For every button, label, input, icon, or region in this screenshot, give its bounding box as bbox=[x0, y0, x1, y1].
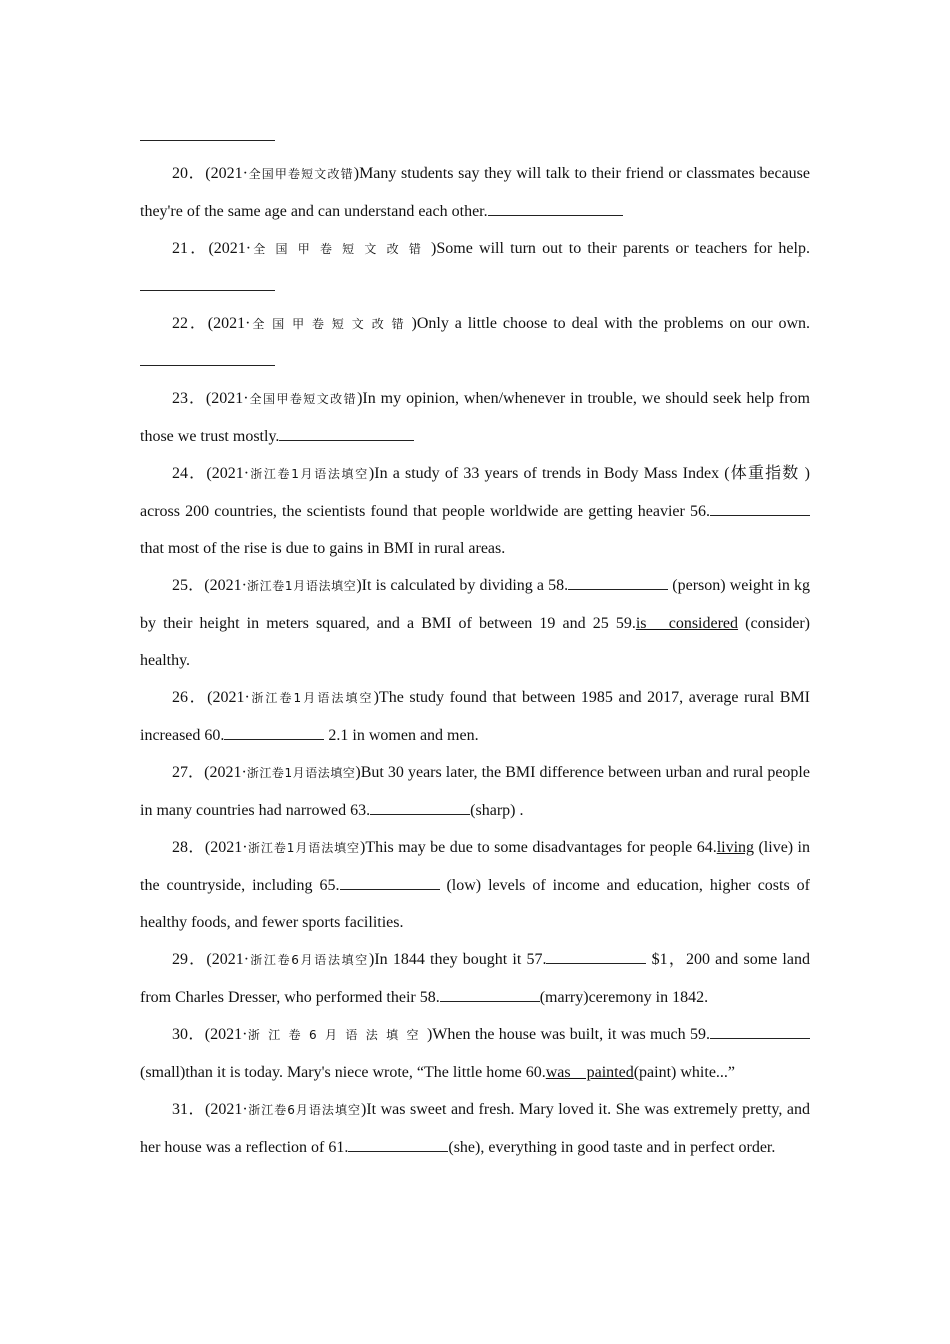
question-text: 27． bbox=[172, 764, 205, 781]
question-text: It was sweet and fresh. Mary loved it. She was extremely pretty, and her house was a reflection of 61. bbox=[140, 1101, 810, 1156]
answer-blank bbox=[710, 1022, 810, 1039]
question-text: The study found that between 1985 and 2017, average rural BMI increased 60. bbox=[140, 689, 811, 744]
question-text: (marry)ceremony in 1842. bbox=[539, 989, 709, 1006]
question-23 bbox=[140, 380, 810, 455]
question-text: (2021· bbox=[205, 165, 248, 182]
question-25 bbox=[140, 567, 810, 679]
question-text: (2021· bbox=[205, 390, 249, 407]
question-text: (consider) healthy. bbox=[140, 615, 811, 669]
question-text: (2021· bbox=[204, 577, 247, 594]
question-21 bbox=[140, 230, 810, 305]
question-text: 23． bbox=[172, 390, 206, 407]
question-31 bbox=[140, 1091, 810, 1166]
question-text: 30． bbox=[172, 1026, 205, 1043]
question-text: 浙江卷6月语法填空 bbox=[247, 1103, 361, 1117]
question-text: (2021· bbox=[206, 465, 250, 482]
question-text: (paint) white...” bbox=[633, 1064, 736, 1081]
question-text: (2021· bbox=[207, 315, 251, 332]
question-22 bbox=[140, 305, 810, 380]
question-text: 浙江卷6月语法填空 bbox=[247, 1028, 427, 1042]
question-text: ) bbox=[360, 839, 366, 856]
question-text: ) bbox=[411, 315, 417, 332]
filled-answer: was painted bbox=[545, 1064, 634, 1081]
question-text: 浙江卷6月语法填空 bbox=[249, 953, 369, 967]
question-text: ) bbox=[356, 577, 362, 594]
question-text: 25． bbox=[172, 577, 205, 594]
question-text: ) bbox=[426, 1026, 433, 1043]
question-text: (low) levels of income and education, higher costs of healthy foods, and fewer sports facilities. bbox=[140, 877, 810, 931]
question-text: ) bbox=[369, 951, 375, 968]
question-text: (2021· bbox=[204, 839, 248, 856]
question-text: 全国甲卷短文改错 bbox=[251, 242, 432, 256]
answer-blank bbox=[140, 274, 275, 291]
question-text: (live) in the countryside, including 65. bbox=[140, 839, 811, 894]
question-text: But 30 years later, the BMI difference between urban and rural people in many countries had narrowed 63. bbox=[140, 764, 810, 819]
answer-line bbox=[140, 118, 810, 155]
answer-blank bbox=[488, 199, 623, 216]
question-text: (2021· bbox=[204, 764, 247, 781]
question-text: ) bbox=[353, 165, 360, 182]
question-text: ) bbox=[431, 240, 437, 257]
question-24 bbox=[140, 455, 810, 567]
question-text: In my opinion, when/whenever in trouble, we should seek help from those we trust mostly. bbox=[140, 390, 810, 445]
question-text: 29． bbox=[172, 951, 207, 968]
question-text: (small)than it is today. Mary's niece wrote, “The little home 60. bbox=[140, 1064, 546, 1081]
question-text: (sharp) . bbox=[470, 802, 524, 819]
question-list bbox=[140, 118, 810, 1166]
question-text: 浙江卷1月语法填空 bbox=[246, 579, 357, 593]
question-text: In a study of 33 years of trends in Body Mass Index (体重指数 ) across 200 countries, the scientists found that people worldwide are getting heavier 56. bbox=[140, 465, 810, 520]
question-text: (2021· bbox=[204, 1026, 248, 1043]
question-text: Only a little choose to deal with the problems on our own. bbox=[416, 315, 810, 332]
question-text: It is calculated by dividing a 58. bbox=[361, 577, 569, 594]
question-text: 20． bbox=[172, 165, 206, 182]
answer-blank bbox=[224, 723, 324, 740]
question-text: 浙江卷1月语法填空 bbox=[247, 841, 360, 855]
filled-answer: living bbox=[716, 839, 755, 856]
question-text: This may be due to some disadvantages for people 64. bbox=[365, 839, 717, 856]
question-text: Many students say they will talk to their friend or classmates because they're of the same age and can understand each other. bbox=[140, 165, 810, 220]
answer-blank bbox=[140, 120, 275, 141]
question-text: ) bbox=[360, 1101, 367, 1118]
question-text: 浙江卷1月语法填空 bbox=[249, 467, 369, 481]
question-text: 21． bbox=[172, 240, 209, 257]
question-text: 2.1 in women and men. bbox=[324, 727, 479, 744]
question-30 bbox=[140, 1016, 810, 1091]
question-28 bbox=[140, 829, 810, 941]
question-text: (2021· bbox=[207, 689, 250, 706]
question-20 bbox=[140, 155, 810, 230]
question-text: (2021· bbox=[208, 240, 252, 257]
answer-blank bbox=[348, 1135, 448, 1152]
answer-blank bbox=[440, 985, 540, 1002]
question-text: 全国甲卷短文改错 bbox=[250, 317, 412, 331]
answer-blank bbox=[370, 798, 470, 815]
question-text: Some will turn out to their parents or teachers for help. bbox=[436, 240, 810, 257]
answer-blank bbox=[279, 424, 414, 441]
question-text: (person) weight in kg by their height in meters squared, and a BMI of between 19 and 25 59. bbox=[140, 577, 810, 632]
question-text: 24． bbox=[172, 465, 207, 482]
answer-blank bbox=[568, 573, 668, 590]
question-text: (2021· bbox=[205, 1101, 248, 1118]
question-text: (she), everything in good taste and in perfect order. bbox=[448, 1139, 776, 1156]
answer-blank bbox=[710, 499, 810, 516]
question-26 bbox=[140, 679, 810, 754]
question-29 bbox=[140, 941, 810, 1016]
question-text: (2021· bbox=[206, 951, 250, 968]
question-text: $1，200 and some land from Charles Dresser, who performed their 58. bbox=[140, 951, 810, 1006]
question-text: When the house was built, it was much 59. bbox=[432, 1026, 710, 1043]
question-text: 浙江卷1月语法填空 bbox=[246, 766, 356, 780]
question-text: that most of the rise is due to gains in BMI in rural areas. bbox=[140, 540, 506, 557]
question-text: 28． bbox=[172, 839, 205, 856]
question-text: 浙江卷1月语法填空 bbox=[249, 691, 374, 705]
question-text: 26． bbox=[172, 689, 208, 706]
answer-blank bbox=[340, 873, 440, 890]
question-text: ) bbox=[355, 764, 361, 781]
question-text: 31． bbox=[172, 1101, 206, 1118]
question-text: 全国甲卷短文改错 bbox=[247, 167, 354, 181]
question-text: ) bbox=[357, 390, 363, 407]
answer-blank bbox=[140, 349, 275, 366]
question-text: 22． bbox=[172, 315, 208, 332]
question-27 bbox=[140, 754, 810, 829]
question-text: 全国甲卷短文改错 bbox=[248, 392, 358, 406]
question-text: ) bbox=[373, 689, 379, 706]
answer-blank bbox=[546, 947, 646, 964]
filled-answer: is considered bbox=[635, 615, 739, 632]
question-text: ) bbox=[368, 465, 375, 482]
question-text: In 1844 they bought it 57. bbox=[374, 951, 547, 968]
